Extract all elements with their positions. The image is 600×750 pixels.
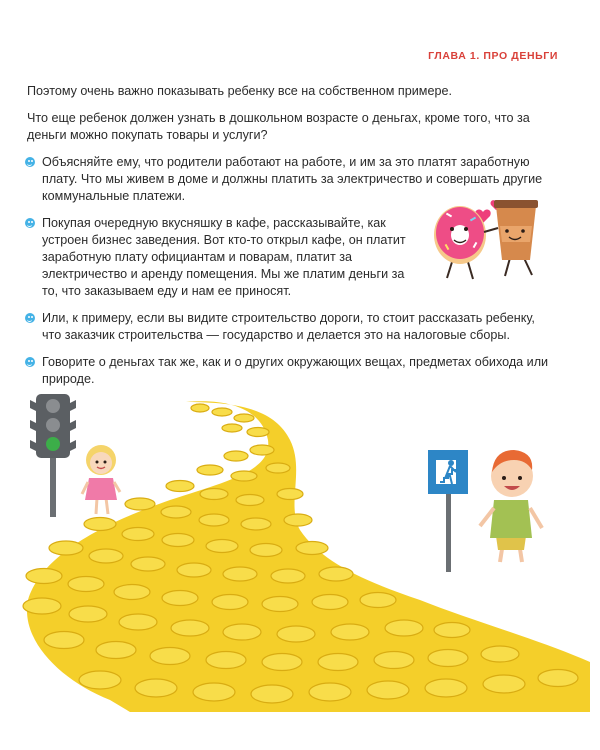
- boy-illustration: [480, 450, 542, 562]
- paragraph-2: Что еще ребенок должен узнать в дошкольном возрасте о деньгах, кроме того, что за деньги можно покупать товары и услуги?: [27, 111, 530, 142]
- bullet-text: Объясняйте ему, что родители работают на работе, и им за это платят заработную плату. Что мы живем в доме и должны платить за электричество и совершать другие коммунальные платежи.: [42, 155, 543, 203]
- bullet-text: Говорите о деньгах так же, как и о других окружающих вещах, предметах обихода или природе.: [42, 355, 549, 386]
- pedestrian-crossing-sign-illustration: [428, 450, 468, 572]
- girl-illustration: [82, 445, 120, 514]
- chapter-header: ГЛАВА 1. ПРО ДЕНЬГИ: [428, 50, 558, 62]
- donut-and-coffee-illustration: [434, 200, 538, 279]
- traffic-light-illustration: [30, 394, 76, 517]
- bullet-text: Или, к примеру, если вы видите строительство дороги, то стоит рассказать ребенку, что заказчик строительства — государство и делается это на налоговые сборы.: [42, 311, 535, 342]
- bullet-text: Покупая очередную вкусняшку в кафе, рассказывайте, как устроен бизнес заведения. Вот кто-то открыл кафе, он платит заработную плату официантам и поварам, платит за электричество и аренду помещения. Мы же платим деньги за то, что заказываем еду и нам ее приносят.: [42, 216, 406, 298]
- paragraph-1: Поэтому очень важно показывать ребенку все на собственном примере.: [27, 84, 452, 98]
